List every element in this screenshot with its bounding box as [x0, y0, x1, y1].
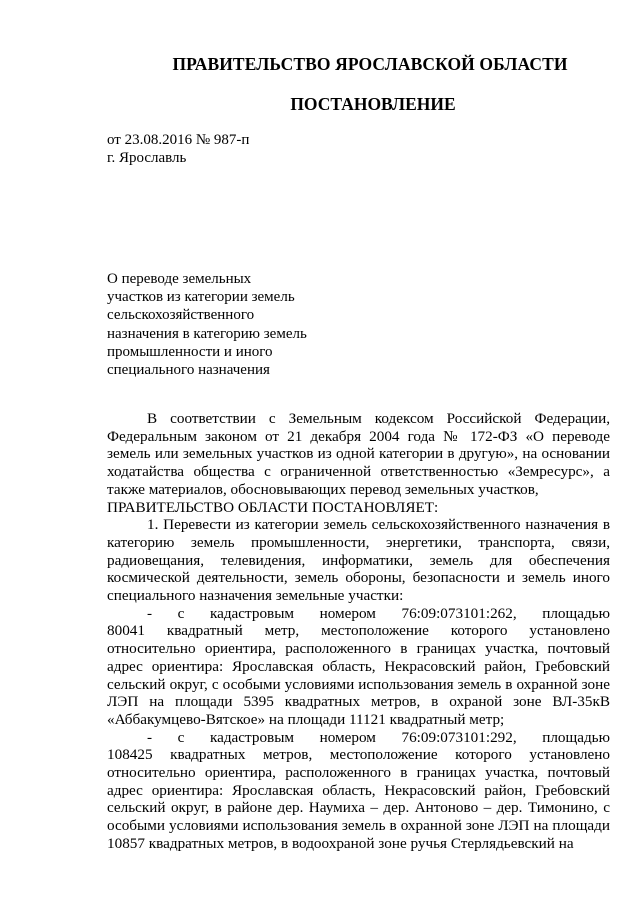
subject-line: сельскохозяйственного [107, 307, 255, 324]
subject-line: участков из категории земель [107, 289, 295, 306]
plot-1-paragraph: 80041 квадратный метр, местоположение которого установлено относительно ориентира, расположенного в границах участка, почтовый адрес ориентира: Ярославская область, Некрасовский район, Гребовский сельский округ, с особыми условиями использования земель в охранной зоне ЛЭП на площади 5395 квадратных метров, в охраной зоне ВЛ-35кВ «Аббакумцево-Вятское» на площади 11121 квадратный метр; [107, 622, 610, 728]
plot-2-paragraph: 108425 квадратных метров, местоположение которого установлено относительно ориентира, расположенного в границах участка, почтовый адрес ориентира: Ярославская область, Некрасовский район, Гребовский сельский округ, в районе дер. Наумиха – дер. Антоново – дер. Тимонино, с особыми условиями использования земель в охранной зоне ЛЭП на площади 10857 квадратных метров, в водоохраной зоне ручья Стерлядьевский на [107, 746, 610, 852]
document-subject [107, 270, 367, 379]
plot-2-heading: - с кадастровым номером 76:09:073101:292, площадью [147, 728, 610, 746]
subject-line: назначения в категорию земель [107, 325, 307, 342]
plot-1-heading: - с кадастровым номером 76:09:073101:262, площадью [147, 604, 610, 622]
date-number: от 23.08.2016 № 987-п [107, 132, 250, 148]
resolves-paragraph: ПРАВИТЕЛЬСТВО ОБЛАСТИ ПОСТАНОВЛЯЕТ: [107, 498, 439, 516]
preamble-paragraph: В соответствии с Земельным кодексом Российской Федерации, Федеральным законом от 21 декабря 2004 года № 172-ФЗ «О переводе земель или земельных участков из одной категории в другую», на основании ходатайства общества с ограниченной ответственностью «Земресурс», а также материалов, обосновывающих перевод земельных участков, [107, 410, 610, 498]
document-meta [107, 131, 249, 167]
subject-line: специального назначения [107, 362, 270, 379]
document-body [107, 410, 610, 853]
city: г. Ярославль [107, 150, 187, 166]
subject-line: промышленности и иного [107, 343, 273, 360]
document-type: ПОСТАНОВЛЕНИЕ [290, 94, 456, 114]
subject-line: О переводе земельных [107, 271, 252, 287]
organization-title: ПРАВИТЕЛЬСТВО ЯРОСЛАВСКОЙ ОБЛАСТИ [172, 54, 568, 74]
item-1-paragraph: 1. Перевести из категории земель сельскохозяйственного назначения в категорию земель промышленности, энергетики, транспорта, связи, радиовещания, телевидения, информатики, земель для обеспечения космической деятельности, земель обороны, безопасности и земель иного специального назначения земельные участки: [107, 516, 610, 605]
